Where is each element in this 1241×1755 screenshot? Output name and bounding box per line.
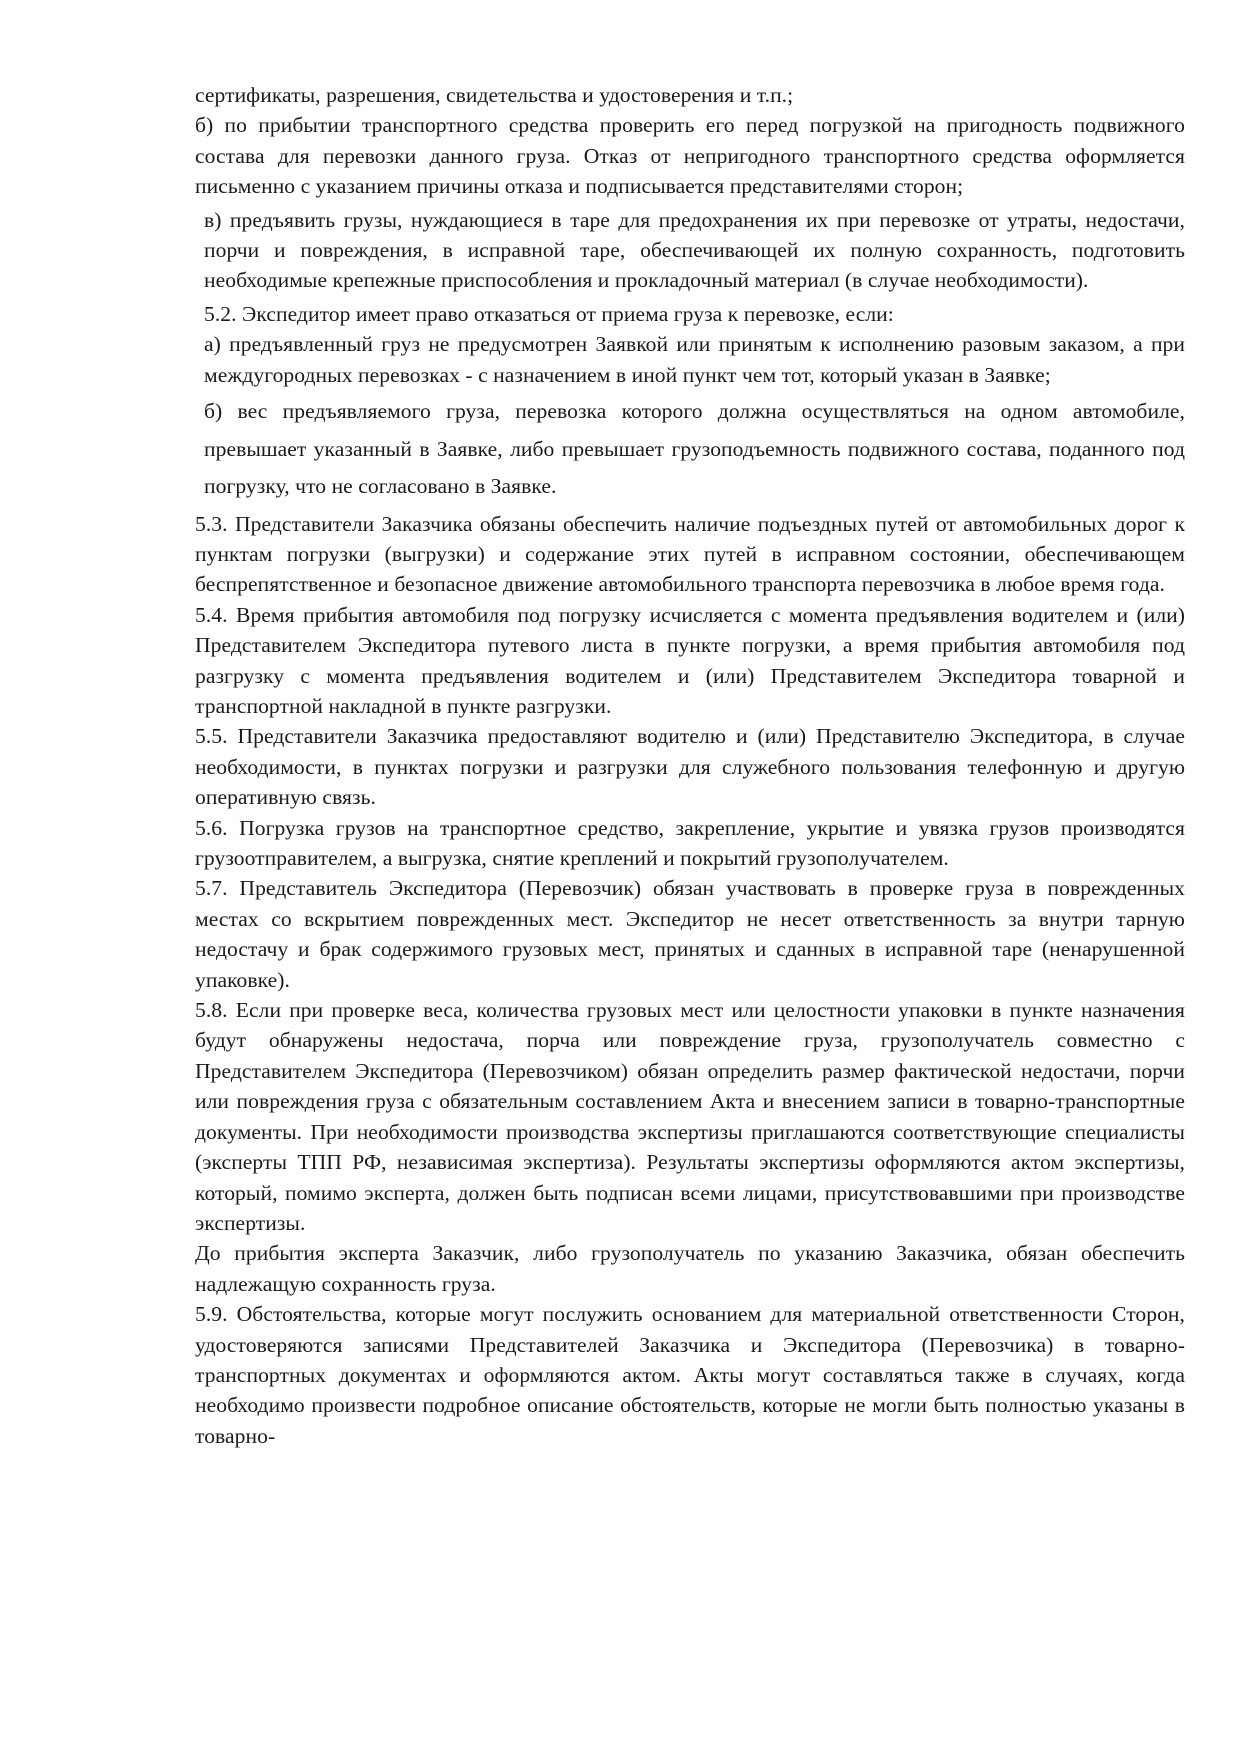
paragraph-5-5: 5.5. Представители Заказчика предоставляют водителю и (или) Представителю Экспедитора, в случае необходимости, в пунктах погрузки и разгрузки для служебного пользования телефонную и другую оперативную связь. [195, 724, 1185, 810]
paragraph-5-2-a: а) предъявленный груз не предусмотрен Заявкой или принятым к исполнению разовым заказом, а при междугородных перевозках - с назначением в иной пункт чем тот, который указан в Заявке; [204, 332, 1185, 387]
paragraph-5-2-b: б) вес предъявляемого груза, перевозка которого должна осуществляться на одном автомобиле, превышает указанный в Заявке, либо превышает грузоподъемность подвижного состава, поданного под погрузку, что не согласовано в Заявке. [204, 399, 1185, 499]
document-body [195, 80, 1185, 1451]
paragraph-5-1-v: в) предъявить грузы, нуждающиеся в таре для предохранения их при перевозке от утраты, недостачи, порчи и повреждения, в исправной таре, обеспечивающей их полную сохранность, подготовить необходимые крепежные приспособления и прокладочный материал (в случае необходимости). [204, 207, 1185, 293]
paragraph-5-8: 5.8. Если при проверке веса, количества грузовых мест или целостности упаковки в пункте назначения будут обнаружены недостача, порча или повреждение груза, грузополучатель совместно с Представителем Экспедитора (Перевозчиком) обязан определить размер фактической недостачи, порчи или повреждения груза с обязательным составлением Акта и внесением записи в товарно-транспортные документы. При необходимости производства экспертизы приглашаются соответствующие специалисты (эксперты ТПП РФ, независимая экспертиза). Результаты экспертизы оформляются актом экспертизы, который, помимо эксперта, должен быть подписан всеми лицами, присутствовавшими при производстве экспертизы. [195, 998, 1185, 1235]
paragraph-5-7: 5.7. Представитель Экспедитора (Перевозчик) обязан участвовать в проверке груза в поврежденных местах со вскрытием поврежденных мест. Экспедитор не несет ответственность за внутри тарную недостачу и брак содержимого грузовых мест, принятых и сданных в исправной таре (ненарушенной упаковке). [195, 876, 1185, 992]
paragraph-5-6: 5.6. Погрузка грузов на транспортное средство, закрепление, укрытие и увязка грузов производятся грузоотправителем, а выгрузка, снятие креплений и покрытий грузополучателем. [195, 815, 1185, 871]
paragraph-certificates-line: сертификаты, разрешения, свидетельства и удостоверения и т.п.; [195, 83, 794, 107]
paragraph-5-1-b: б) по прибытии транспортного средства проверить его перед погрузкой на пригодность подвижного состава для перевозки данного груза. Отказ от непригодного транспортного средства оформляется письменно с указанием причины отказа и подписывается представителями сторон; [195, 113, 1185, 199]
paragraph-expert-arrival: До прибытия эксперта Заказчик, либо грузополучатель по указанию Заказчика, обязан обеспечить надлежащую сохранность груза. [195, 1241, 1185, 1296]
paragraph-5-9: 5.9. Обстоятельства, которые могут послужить основанием для материальной ответственности Сторон, удостоверяются записями Представителей Заказчика и Экспедитора (Перевозчика) в товарно-транспортных документах и оформляются актом. Акты могут составляться также в случаях, когда необходимо произвести подробное описание обстоятельств, которые не могли быть полностью указаны в товарно- [195, 1302, 1185, 1448]
paragraph-5-3: 5.3. Представители Заказчика обязаны обеспечить наличие подъездных путей от автомобильных дорог к пунктам погрузки (выгрузки) и содержание этих путей в исправном состоянии, обеспечивающем беспрепятственное и безопасное движение автомобильного транспорта перевозчика в любое время года. [195, 511, 1185, 597]
paragraph-5-2: 5.2. Экспедитор имеет право отказаться от приема груза к перевозке, если: [204, 301, 894, 326]
paragraph-5-4: 5.4. Время прибытия автомобиля под погрузку исчисляется с момента предъявления водителем и (или) Представителем Экспедитора путевого листа в пункте погрузки, а время прибытия автомобиля под разгрузку с момента предъявления водителем и (или) Представителем Экспедитора товарной и транспортной накладной в пункте разгрузки. [195, 602, 1185, 718]
